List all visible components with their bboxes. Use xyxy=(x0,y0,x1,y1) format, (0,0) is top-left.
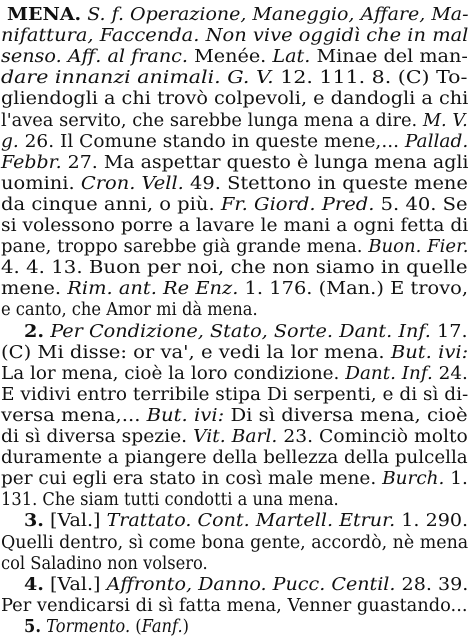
entry-line xyxy=(1,236,468,258)
entry-line xyxy=(1,67,467,89)
text-run: 49. Stettono in queste mene xyxy=(183,173,468,194)
text-run: versa mena,... xyxy=(1,405,147,426)
entry-line xyxy=(1,152,468,174)
entry-line xyxy=(1,426,468,448)
italic-text: Rim. ant. Re Enz. xyxy=(67,279,239,300)
italic-text: Dant. Inf. xyxy=(345,363,433,384)
text-run: si volessono porre a lavare le mani a ogni fetta di xyxy=(1,216,469,236)
entry-line xyxy=(1,384,468,406)
entry-line xyxy=(1,173,468,195)
text-run: 5. 40. Se xyxy=(374,194,468,215)
text-run: 23. Cominciò molto xyxy=(277,427,468,447)
bold-text: 4. xyxy=(24,574,44,595)
entry-line xyxy=(1,489,339,511)
text-run: ( xyxy=(130,616,142,637)
bold-text: 3. xyxy=(24,511,44,532)
text-run: Minae del man- xyxy=(310,47,468,68)
text-run: [Val.] xyxy=(43,574,107,595)
italic-text: Burch. xyxy=(382,469,445,490)
entry-line xyxy=(24,321,468,343)
italic-text: Pallad. xyxy=(404,131,469,152)
text-run: 12. 111. 8. (C) To- xyxy=(273,68,468,89)
entry-line xyxy=(1,88,468,110)
entry-line xyxy=(1,342,468,364)
text-run: 17. xyxy=(430,321,468,342)
italic-text: g. xyxy=(1,131,19,152)
entry-line xyxy=(1,553,208,575)
text-run: 24. xyxy=(432,363,468,384)
text-run: col Saladino non volsero. xyxy=(1,553,208,574)
text-run: da cinque anni, o più. xyxy=(1,194,221,215)
entry-line xyxy=(24,616,189,638)
text-run: (C) Mi disse: or va', e vedi la lor mena. xyxy=(1,342,391,363)
text-run: duramente a piangere della bellezza della pulcella xyxy=(1,448,468,469)
text-run: 28. 39. xyxy=(395,574,469,595)
bold-text: 5. xyxy=(24,616,42,637)
italic-text: Trattato. Cont. Martell. Etrur. xyxy=(106,511,396,532)
italic-text: Tormento. xyxy=(41,616,131,637)
italic-text: Cron. Vell. xyxy=(80,173,184,194)
italic-text: But. ivi: xyxy=(390,342,469,363)
bold-text: MENA. xyxy=(7,5,82,25)
text-run: l'avea servito, che sarebbe lunga mena a dire. xyxy=(1,110,423,131)
text-run: di sì diversa spezie. xyxy=(1,427,194,447)
italic-text: Affronto, Danno. Pucc. Centil. xyxy=(106,574,396,595)
italic-text: Febbr. xyxy=(1,152,62,173)
entry-line xyxy=(1,46,468,68)
entry-line xyxy=(1,257,468,279)
text-run: Menée. xyxy=(188,47,273,68)
entry-line xyxy=(24,574,468,596)
italic-text: But. ivi: xyxy=(146,405,225,426)
entry-line xyxy=(1,363,468,385)
text-run: La lor mena, cioè la loro condizione. xyxy=(1,363,346,384)
text-run: pane, troppo sarebbe già grande mena. xyxy=(1,237,369,258)
entry-line xyxy=(1,447,468,469)
text-run: mene. xyxy=(1,279,68,300)
italic-text: S. f. Operazione, Maneggio, Affare, Ma- xyxy=(81,5,469,25)
italic-text: dare innanzi animali. G. V. xyxy=(1,68,274,89)
entry-line xyxy=(1,110,468,132)
text-run: gliendogli a chi trovò colpevoli, e dandogli a chi xyxy=(1,89,469,110)
italic-text: Vit. Barl. xyxy=(193,427,278,447)
entry-line xyxy=(1,468,468,490)
italic-text: Lat. xyxy=(272,47,311,68)
entry-line xyxy=(1,595,468,617)
text-run: 1. 290. xyxy=(395,511,469,532)
text-run: Per vendicarsi di sì fatta mena, Venner guastando... xyxy=(1,595,468,616)
text-run: Quelli dentro, sì come bona gente, accordò, nè mena xyxy=(1,532,469,553)
text-run: 1. xyxy=(444,469,468,490)
text-run: 26. Il Comune stando in queste mene,... xyxy=(18,131,405,152)
entry-line xyxy=(1,532,468,554)
text-run: uomini. xyxy=(1,173,81,194)
entry-line xyxy=(1,25,468,47)
entry-line xyxy=(1,131,468,153)
italic-text: Buon. Fier. xyxy=(368,237,469,258)
entry-line xyxy=(1,299,258,321)
bold-text: 2. xyxy=(24,321,45,342)
italic-text: Per Condizione, Stato, Sorte. Dant. Inf. xyxy=(44,321,431,342)
italic-text: senso. Aff. al franc. xyxy=(1,47,189,68)
entry-line xyxy=(1,194,468,216)
text-run: 27. Ma aspettar questo è lunga mena agli xyxy=(61,152,469,173)
text-run: e canto, che Amor mi dà mena. xyxy=(1,300,258,321)
entry-line xyxy=(24,510,468,532)
entry-line xyxy=(1,215,468,237)
text-run: Di sì diversa mena, cioè xyxy=(224,405,468,426)
entry-line xyxy=(1,278,468,300)
text-run: 131. Che siam tutti condotti a una mena. xyxy=(1,490,339,511)
entry-line xyxy=(7,4,469,26)
italic-text: Fr. Giord. Pred. xyxy=(220,194,375,215)
entry-line xyxy=(1,405,468,427)
text-run: [Val.] xyxy=(43,511,107,532)
italic-text: Fanf. xyxy=(141,616,183,637)
text-run: 4. 4. 13. Buon per noi, che non siamo in quelle xyxy=(1,258,468,279)
text-run: per cui egli era stato in così male mene. xyxy=(1,469,383,490)
text-run: E vidivi entro terribile stipa Di serpenti, e di sì di- xyxy=(1,384,469,405)
italic-text: nifattura, Faccenda. Non vive oggidì che in mal xyxy=(1,26,469,47)
text-run: ) xyxy=(182,616,189,637)
text-run: 1. 176. (Man.) E trovo, xyxy=(238,279,469,300)
italic-text: M. V. xyxy=(422,110,468,131)
